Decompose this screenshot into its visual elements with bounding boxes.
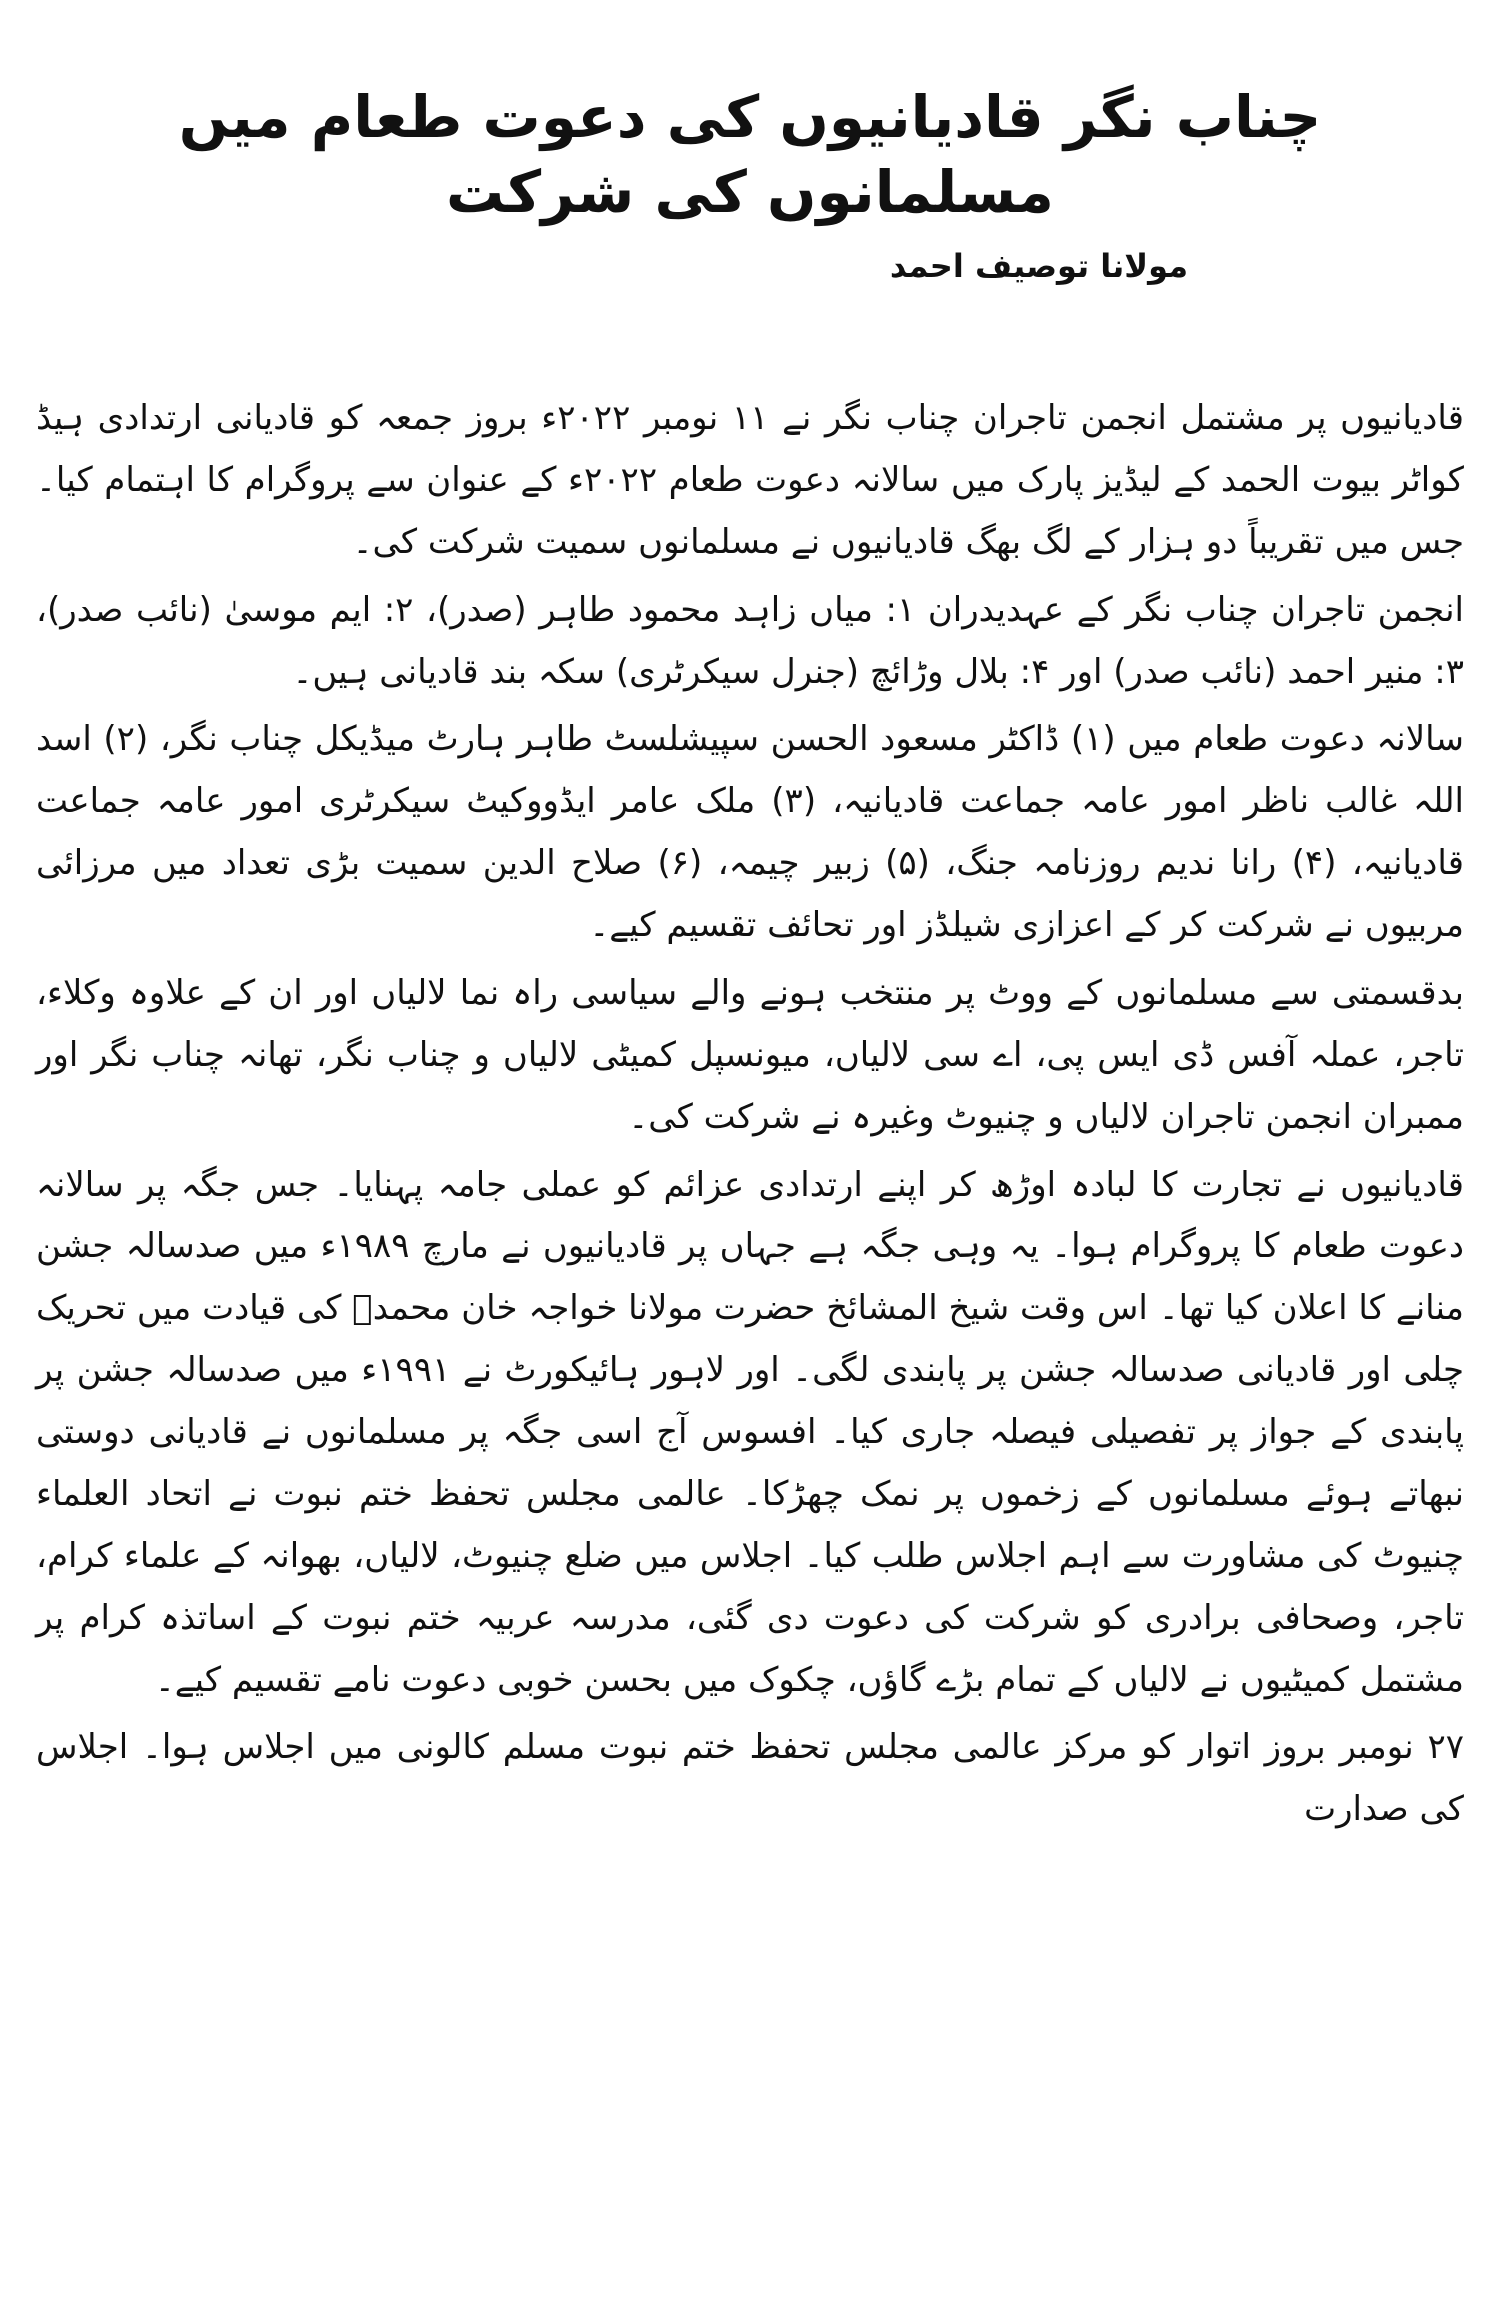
paragraph: قادیانیوں پر مشتمل انجمن تاجران چناب نگر نے ۱۱ نومبر ۲۰۲۲ء بروز جمعہ کو قادیانی ارتدادی ہیڈ کواٹر بیوت الحمد کے لیڈیز پارک میں سالانہ دعوت طعام ۲۰۲۲ء کے عنوان سے پروگرام کا اہتمام کیا۔ جس میں تقریباً دو ہزار کے لگ بھگ قادیانیوں نے مسلمانوں سمیت شرکت کی۔ [36, 398, 1464, 562]
article-byline: مولانا توصیف احمد [889, 247, 1188, 285]
article-body [36, 388, 1464, 1847]
paragraph: بدقسمتی سے مسلمانوں کے ووٹ پر منتخب ہونے والے سیاسی راہ نما لالیاں اور ان کے علاوہ وکلاء، تاجر، عملہ آفس ڈی ایس پی، اے سی لالیاں، میونسپل کمیٹی لالیاں و چناب نگر، تھانہ چناب نگر اور ممبران انجمن تاجران لالیاں و چنیوٹ وغیرہ نے شرکت کی۔ [36, 972, 1464, 1137]
article-headline: چناب نگر قادیانیوں کی دعوت طعام میں مسلمانوں کی شرکت [178, 83, 1322, 227]
paragraph: ۲۷ نومبر بروز اتوار کو مرکز عالمی مجلس تحفظ ختم نبوت مسلم کالونی میں اجلاس ہوا۔ اجلاس کی صدارت [36, 1727, 1464, 1830]
paragraph: انجمن تاجران چناب نگر کے عہدیدران ۱: میاں زاہد محمود طاہر (صدر)، ۲: ایم موسیٰ (نائب صدر)، ۳: منیر احمد (نائب صدر) اور ۴: بلال وڑائچ (جنرل سیکرٹری) سکہ بند قادیانی ہیں۔ [36, 589, 1464, 692]
paragraph: قادیانیوں نے تجارت کا لبادہ اوڑھ کر اپنے ارتدادی عزائم کو عملی جامہ پہنایا۔ جس جگہ پر سالانہ دعوت طعام کا پروگرام ہوا۔ یہ وہی جگہ ہے جہاں پر قادیانیوں نے مارچ ۱۹۸۹ء میں صدسالہ جشن منانے کا اعلان کیا تھا۔ اس وقت شیخ المشائخ حضرت مولانا خواجہ خان محمدؒ کی قیادت میں تحریک چلی اور قادیانی صدسالہ جشن پر پابندی لگی۔ اور لاہور ہائیکورٹ نے ۱۹۹۱ء میں صدسالہ جشن پر پابندی کے جواز پر تفصیلی فیصلہ جاری کیا۔ افسوس آج اسی جگہ پر مسلمانوں نے قادیانی دوستی نبھاتے ہوئے مسلمانوں کے زخموں پر نمک چھڑکا۔ عالمی مجلس تحفظ ختم نبوت نے اتحاد العلماء چنیوٹ کی مشاورت سے اہم اجلاس طلب کیا۔ اجلاس میں ضلع چنیوٹ، لالیاں، بھوانہ کے علماء کرام، تاجر، وصحافی برادری کو شرکت کی دعوت دی گئی، مدرسہ عربیہ ختم نبوت کے اساتذہ کرام پر مشتمل کمیٹیوں نے لالیاں کے تمام بڑے گاؤں، چکوک میں بحسن خوبی دعوت نامے تقسیم کیے۔ [36, 1164, 1465, 1700]
paragraph: سالانہ دعوت طعام میں (۱) ڈاکٹر مسعود الحسن سپیشلسٹ طاہر ہارٹ میڈیکل چناب نگر، (۲) اسد اللہ غالب ناظر امور عامہ جماعت قادیانیہ، (۳) ملک عامر ایڈووکیٹ سیکرٹری امور عامہ جماعت قادیانیہ، (۴) رانا ندیم روزنامہ جنگ، (۵) زبیر چیمہ، (۶) صلاح الدین سمیت بڑی تعداد میں مرزائی مربیوں نے شرکت کر کے اعزازی شیلڈز اور تحائف تقسیم کیے۔ [36, 719, 1464, 945]
